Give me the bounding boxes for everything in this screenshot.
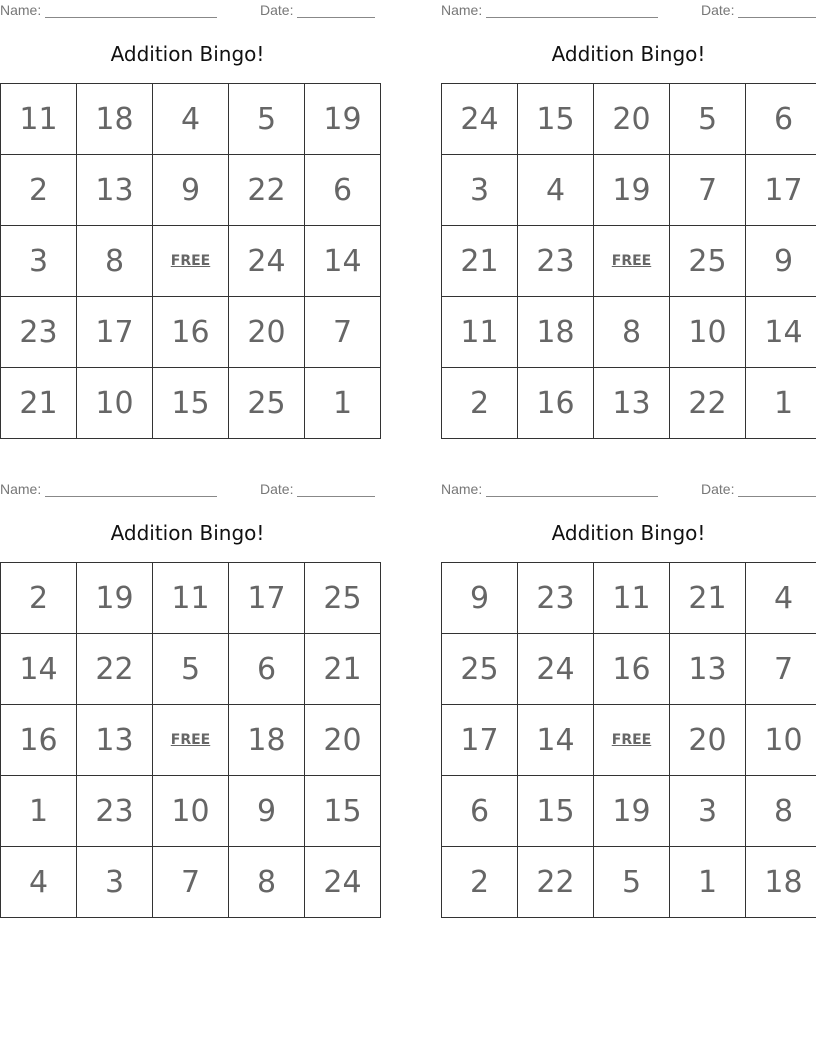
name-date-header bbox=[441, 481, 816, 499]
name-date-header bbox=[0, 2, 375, 20]
bingo-number-cell[interactable]: 8 bbox=[77, 226, 153, 297]
bingo-number-cell[interactable]: 3 bbox=[77, 847, 153, 918]
bingo-number-cell[interactable]: 8 bbox=[229, 847, 305, 918]
bingo-number-cell[interactable]: 6 bbox=[229, 634, 305, 705]
bingo-number-cell[interactable]: 2 bbox=[1, 563, 77, 634]
bingo-number-cell[interactable]: 17 bbox=[442, 705, 518, 776]
bingo-number-cell[interactable]: 14 bbox=[518, 705, 594, 776]
bingo-number-cell[interactable]: 20 bbox=[229, 297, 305, 368]
free-space-cell[interactable]: FREE bbox=[153, 705, 229, 776]
bingo-number-cell[interactable]: 13 bbox=[77, 155, 153, 226]
bingo-card bbox=[441, 479, 816, 913]
bingo-number-cell[interactable]: 25 bbox=[229, 368, 305, 439]
bingo-number-cell[interactable]: 25 bbox=[305, 563, 381, 634]
bingo-grid bbox=[0, 562, 381, 918]
bingo-row bbox=[442, 368, 816, 439]
bingo-row bbox=[1, 634, 381, 705]
bingo-number-cell[interactable]: 1 bbox=[305, 368, 381, 439]
bingo-grid bbox=[441, 562, 816, 918]
free-space-cell[interactable]: FREE bbox=[153, 226, 229, 297]
bingo-number-cell[interactable]: 11 bbox=[1, 84, 77, 155]
bingo-row bbox=[1, 563, 381, 634]
bingo-number-cell[interactable]: 7 bbox=[746, 634, 816, 705]
bingo-number-cell[interactable]: 23 bbox=[518, 226, 594, 297]
bingo-number-cell[interactable]: 9 bbox=[746, 226, 816, 297]
bingo-row bbox=[1, 705, 381, 776]
bingo-number-cell[interactable]: 1 bbox=[670, 847, 746, 918]
bingo-number-cell[interactable]: 3 bbox=[442, 155, 518, 226]
bingo-number-cell[interactable]: 10 bbox=[153, 776, 229, 847]
bingo-number-cell[interactable]: 16 bbox=[594, 634, 670, 705]
bingo-number-cell[interactable]: 14 bbox=[1, 634, 77, 705]
bingo-number-cell[interactable]: 9 bbox=[153, 155, 229, 226]
bingo-number-cell[interactable]: 8 bbox=[746, 776, 816, 847]
bingo-number-cell[interactable]: 18 bbox=[746, 847, 816, 918]
bingo-row bbox=[442, 634, 816, 705]
bingo-number-cell[interactable]: 15 bbox=[153, 368, 229, 439]
bingo-number-cell[interactable]: 18 bbox=[77, 84, 153, 155]
bingo-number-cell[interactable]: 20 bbox=[305, 705, 381, 776]
bingo-number-cell[interactable]: 23 bbox=[1, 297, 77, 368]
bingo-number-cell[interactable]: 2 bbox=[442, 368, 518, 439]
bingo-grid bbox=[0, 83, 381, 439]
bingo-number-cell[interactable]: 10 bbox=[670, 297, 746, 368]
bingo-number-cell[interactable]: 15 bbox=[518, 776, 594, 847]
bingo-number-cell[interactable]: 5 bbox=[670, 84, 746, 155]
bingo-number-cell[interactable]: 21 bbox=[305, 634, 381, 705]
name-label: Name: bbox=[0, 2, 42, 18]
bingo-number-cell[interactable]: 11 bbox=[442, 297, 518, 368]
bingo-number-cell[interactable]: 9 bbox=[229, 776, 305, 847]
bingo-number-cell[interactable]: 6 bbox=[746, 84, 816, 155]
bingo-number-cell[interactable]: 9 bbox=[442, 563, 518, 634]
bingo-row bbox=[1, 297, 381, 368]
bingo-number-cell[interactable]: 7 bbox=[670, 155, 746, 226]
bingo-number-cell[interactable]: 15 bbox=[518, 84, 594, 155]
date-label: Date: bbox=[701, 481, 735, 497]
card-title: Addition Bingo! bbox=[110, 42, 265, 66]
bingo-row bbox=[1, 155, 381, 226]
bingo-row bbox=[1, 847, 381, 918]
bingo-number-cell[interactable]: 16 bbox=[518, 368, 594, 439]
name-blank-line[interactable] bbox=[45, 2, 217, 18]
bingo-number-cell[interactable]: 20 bbox=[670, 705, 746, 776]
bingo-number-cell[interactable]: 4 bbox=[153, 84, 229, 155]
bingo-number-cell[interactable]: 24 bbox=[442, 84, 518, 155]
bingo-number-cell[interactable]: 13 bbox=[77, 705, 153, 776]
bingo-number-cell[interactable]: 7 bbox=[153, 847, 229, 918]
bingo-number-cell[interactable]: 19 bbox=[77, 563, 153, 634]
bingo-number-cell[interactable]: 5 bbox=[594, 847, 670, 918]
date-blank-line[interactable] bbox=[297, 481, 375, 497]
bingo-number-cell[interactable]: 19 bbox=[594, 155, 670, 226]
bingo-number-cell[interactable]: 10 bbox=[746, 705, 816, 776]
bingo-row bbox=[442, 155, 816, 226]
free-space-cell[interactable]: FREE bbox=[594, 705, 670, 776]
bingo-card bbox=[0, 0, 375, 434]
name-label: Name: bbox=[441, 481, 483, 497]
bingo-grid bbox=[441, 83, 816, 439]
bingo-number-cell[interactable]: 10 bbox=[77, 368, 153, 439]
date-label: Date: bbox=[260, 2, 294, 18]
bingo-number-cell[interactable]: 19 bbox=[305, 84, 381, 155]
bingo-number-cell[interactable]: 16 bbox=[153, 297, 229, 368]
bingo-number-cell[interactable]: 23 bbox=[77, 776, 153, 847]
bingo-number-cell[interactable]: 17 bbox=[229, 563, 305, 634]
bingo-row bbox=[442, 84, 816, 155]
bingo-number-cell[interactable]: 6 bbox=[305, 155, 381, 226]
bingo-number-cell[interactable]: 21 bbox=[442, 226, 518, 297]
card-title: Addition Bingo! bbox=[110, 521, 265, 545]
bingo-number-cell[interactable]: 14 bbox=[305, 226, 381, 297]
bingo-row bbox=[442, 563, 816, 634]
bingo-number-cell[interactable]: 5 bbox=[153, 634, 229, 705]
bingo-row bbox=[442, 226, 816, 297]
bingo-number-cell[interactable]: 19 bbox=[594, 776, 670, 847]
bingo-number-cell[interactable]: 15 bbox=[305, 776, 381, 847]
bingo-row bbox=[1, 226, 381, 297]
bingo-card bbox=[441, 0, 816, 434]
bingo-number-cell[interactable]: 2 bbox=[1, 155, 77, 226]
date-label: Date: bbox=[260, 481, 294, 497]
card-title: Addition Bingo! bbox=[551, 521, 706, 545]
bingo-number-cell[interactable]: 8 bbox=[594, 297, 670, 368]
bingo-number-cell[interactable]: 18 bbox=[229, 705, 305, 776]
bingo-number-cell[interactable]: 21 bbox=[1, 368, 77, 439]
bingo-row bbox=[1, 776, 381, 847]
name-date-header bbox=[441, 2, 816, 20]
bingo-number-cell[interactable]: 24 bbox=[518, 634, 594, 705]
bingo-number-cell[interactable]: 3 bbox=[1, 226, 77, 297]
bingo-number-cell[interactable]: 4 bbox=[746, 563, 816, 634]
bingo-row bbox=[442, 776, 816, 847]
name-label: Name: bbox=[0, 481, 42, 497]
bingo-number-cell[interactable]: 13 bbox=[670, 634, 746, 705]
bingo-number-cell[interactable]: 4 bbox=[518, 155, 594, 226]
card-title: Addition Bingo! bbox=[551, 42, 706, 66]
bingo-row bbox=[442, 297, 816, 368]
bingo-number-cell[interactable]: 24 bbox=[229, 226, 305, 297]
name-date-header bbox=[0, 481, 375, 499]
bingo-number-cell[interactable]: 5 bbox=[229, 84, 305, 155]
bingo-number-cell[interactable]: 24 bbox=[305, 847, 381, 918]
bingo-row bbox=[442, 705, 816, 776]
bingo-number-cell[interactable]: 18 bbox=[518, 297, 594, 368]
bingo-number-cell[interactable]: 1 bbox=[1, 776, 77, 847]
bingo-number-cell[interactable]: 6 bbox=[442, 776, 518, 847]
date-blank-line[interactable] bbox=[738, 481, 816, 497]
bingo-number-cell[interactable]: 22 bbox=[670, 368, 746, 439]
bingo-number-cell[interactable]: 20 bbox=[594, 84, 670, 155]
bingo-number-cell[interactable]: 13 bbox=[594, 368, 670, 439]
bingo-number-cell[interactable]: 22 bbox=[229, 155, 305, 226]
bingo-number-cell[interactable]: 21 bbox=[670, 563, 746, 634]
date-blank-line[interactable] bbox=[297, 2, 375, 18]
bingo-number-cell[interactable]: 11 bbox=[153, 563, 229, 634]
bingo-row bbox=[1, 368, 381, 439]
bingo-number-cell[interactable]: 7 bbox=[305, 297, 381, 368]
bingo-number-cell[interactable]: 17 bbox=[746, 155, 816, 226]
bingo-number-cell[interactable]: 22 bbox=[518, 847, 594, 918]
name-blank-line[interactable] bbox=[486, 2, 658, 18]
bingo-number-cell[interactable]: 22 bbox=[77, 634, 153, 705]
name-blank-line[interactable] bbox=[486, 481, 658, 497]
date-label: Date: bbox=[701, 2, 735, 18]
name-blank-line[interactable] bbox=[45, 481, 217, 497]
bingo-number-cell[interactable]: 25 bbox=[442, 634, 518, 705]
bingo-number-cell[interactable]: 25 bbox=[670, 226, 746, 297]
name-label: Name: bbox=[441, 2, 483, 18]
bingo-number-cell[interactable]: 3 bbox=[670, 776, 746, 847]
bingo-number-cell[interactable]: 23 bbox=[518, 563, 594, 634]
bingo-number-cell[interactable]: 11 bbox=[594, 563, 670, 634]
date-blank-line[interactable] bbox=[738, 2, 816, 18]
bingo-number-cell[interactable]: 4 bbox=[1, 847, 77, 918]
bingo-number-cell[interactable]: 14 bbox=[746, 297, 816, 368]
bingo-row bbox=[442, 847, 816, 918]
bingo-row bbox=[1, 84, 381, 155]
bingo-number-cell[interactable]: 16 bbox=[1, 705, 77, 776]
bingo-card bbox=[0, 479, 375, 913]
bingo-number-cell[interactable]: 1 bbox=[746, 368, 816, 439]
free-space-cell[interactable]: FREE bbox=[594, 226, 670, 297]
bingo-number-cell[interactable]: 2 bbox=[442, 847, 518, 918]
bingo-number-cell[interactable]: 17 bbox=[77, 297, 153, 368]
